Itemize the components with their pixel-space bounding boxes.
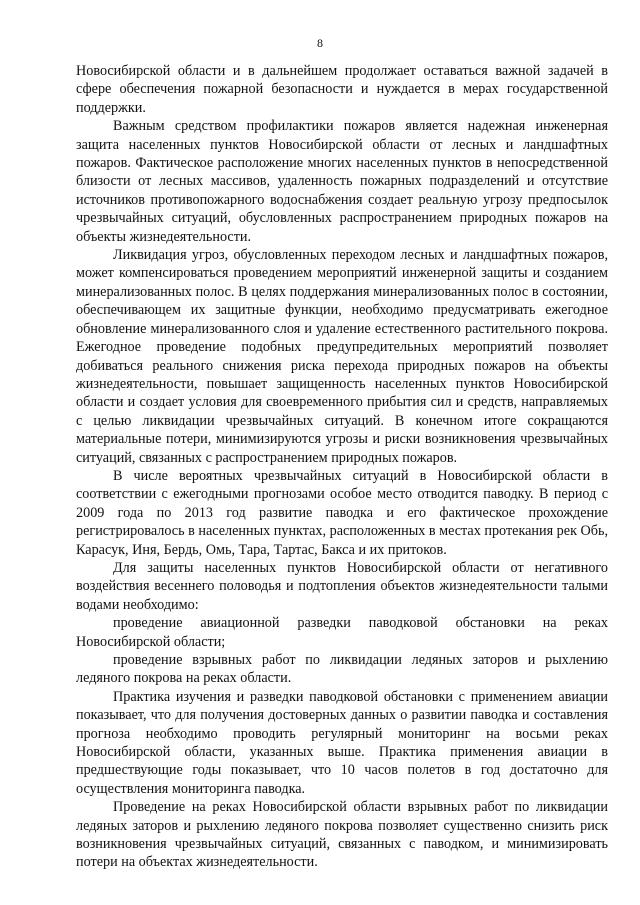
paragraph-7: Проведение на реках Новосибирской области взрывных работ по ликвидации ледяных заторов и рыхлению ледяного покрова позволяет существенно снизить риск возникновения чрезвычайных ситуаций, связанных с паводком, и минимизировать потери на объектах жизнедеятельности. [76, 799, 608, 871]
page-number: 8 [317, 36, 323, 50]
paragraph-3: Ликвидация угроз, обусловленных переходом лесных и ландшафтных пожаров, может компенсироваться проведением мероприятий инженерной защиты и созданием минерализованных полос. В целях поддержания минерализованных полос в состоянии, обеспечивающем их защитные функции, необходимо предусматривать ежегодное обновление минерализованного слоя и удаление естественного растительного покрова. Ежегодное проведение подобных предупредительных мероприятий позволяет добиваться реального снижения риска перехода природных пожаров на объекты жизнедеятельности, повышает защищенность населенных пунктов Новосибирской области и создает условия для своевременного прибытия сил и средств, направляемых с целью ликвидации чрезвычайных ситуаций. В конечном итоге сокращаются материальные потери, минимизируются угрозы и риски возникновения чрезвычайных ситуаций, связанных с распространением природных пожаров. [76, 247, 608, 466]
paragraph-6: Практика изучения и разведки паводковой обстановки с применением авиации показывает, что для получения достоверных данных о развитии паводка и составления прогноза необходимо проводить регулярный мониторинг на восьми реках Новосибирской области, указанных выше. Практика применения авиации в предшествующие годы показывает, что 10 часов полетов в год достаточно для осуществления мониторинга паводка. [76, 688, 608, 797]
paragraph-1: Новосибирской области и в дальнейшем продолжает оставаться важной задачей в сфере обеспечения пожарной безопасности и нуждается в мерах государственной поддержки. [76, 63, 608, 116]
paragraph-4: В числе вероятных чрезвычайных ситуаций в Новосибирской области в соответствии с ежегодными прогнозами особое место отводится паводку. В период с 2009 года по 2013 год развитие паводка и его фактическое прохождение регистрировалось в населенных пунктах, расположенных в местах протекания рек Обь, Карасук, Иня, Бердь, Омь, Тара, Тартас, Бакса и их притоков. [76, 467, 608, 558]
paragraph-2: Важным средством профилактики пожаров является надежная инженерная защита населенных пунктов Новосибирской области от лесных и ландшафтных пожаров. Фактическое расположение многих населенных пунктов в непосредственной близости от лесных массивов, удаленность пожарных подразделений и отсутствие источников противопожарного водоснабжения создает реальную угрозу предпосылок чрезвычайных ситуаций, обусловленных распространением природных пожаров на объекты жизнедеятельности. [76, 118, 608, 245]
paragraph-5: Для защиты населенных пунктов Новосибирской области от негативного воздействия весеннего половодья и подтопления объектов жизнедеятельности талыми водами необходимо: [76, 559, 608, 613]
list-item-blasting-works: проведение взрывных работ по ликвидации ледяных заторов и рыхлению ледяного покрова на реках области. [76, 652, 608, 687]
document-body [76, 62, 608, 872]
list-item-aviation-reconnaissance: проведение авиационной разведки паводковой обстановки на реках Новосибирской области; [76, 615, 608, 650]
